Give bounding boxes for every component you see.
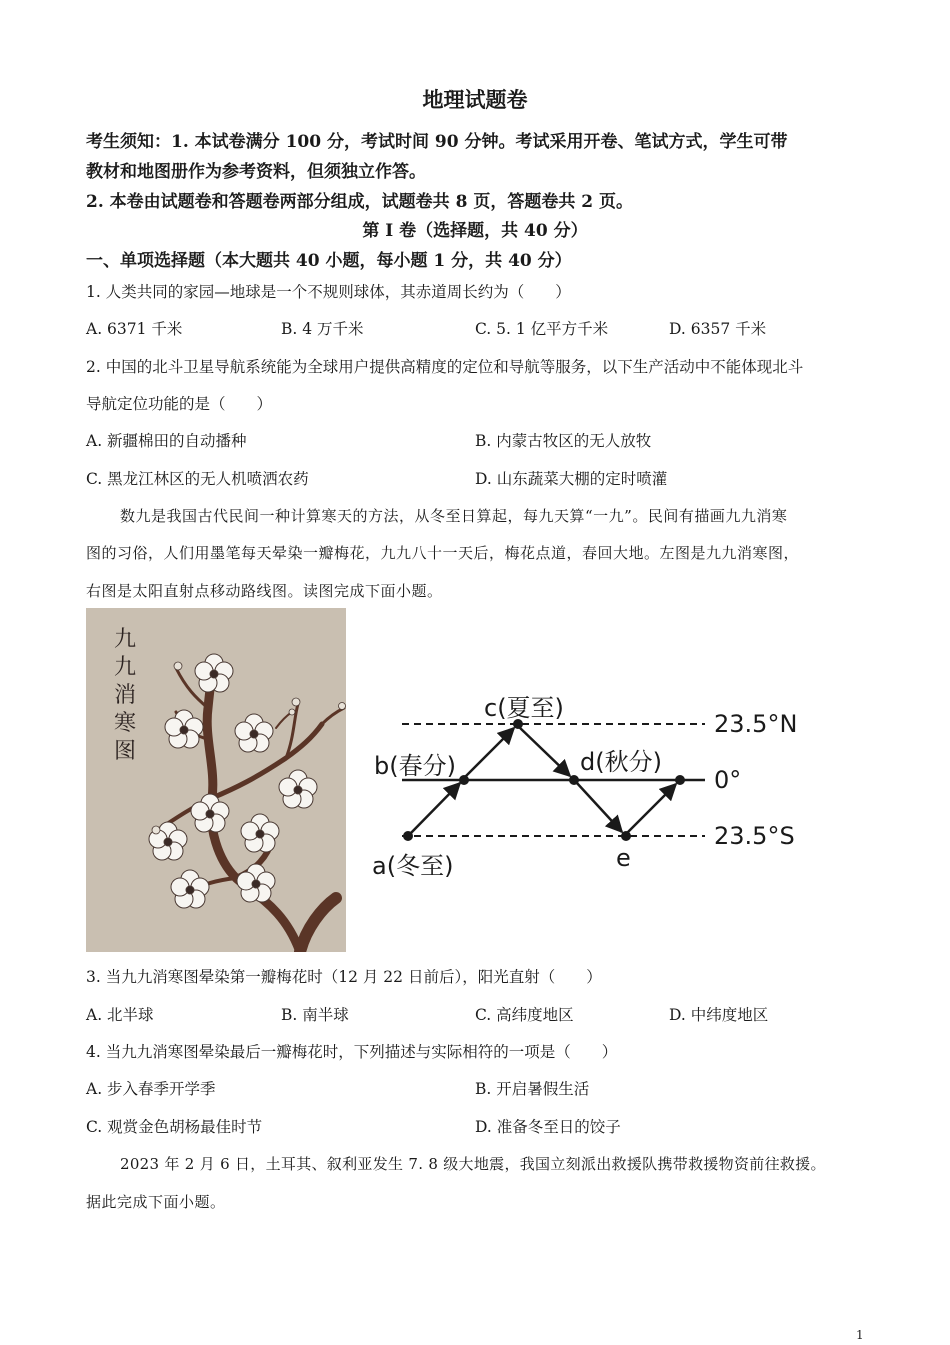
point-a <box>403 831 413 841</box>
nine-nines-plum-painting <box>86 608 346 952</box>
question-1-stem: 1. 人类共同的家园—地球是一个不规则球体，其赤道周长约为（ ） <box>86 283 571 301</box>
point-e <box>621 831 631 841</box>
page-number: 1 <box>856 1328 864 1342</box>
question-4-option-a[interactable]: A. 步入春季开学季 <box>86 1080 216 1098</box>
path-a-to-b <box>408 783 460 836</box>
question-2-stem-line-2: 导航定位功能的是（ ） <box>86 395 273 413</box>
passage-2-line-1: 2023 年 2 月 6 日，土耳其、叙利亚发生 7. 8 级大地震，我国立刻派出救援队携带救援物资前往救援。 <box>120 1155 826 1173</box>
label-b: b(春分) <box>374 752 456 780</box>
question-4-stem: 4. 当九九消寒图晕染最后一瓣梅花时，下列描述与实际相符的一项是（ ） <box>86 1043 618 1061</box>
passage-1-line-1: 数九是我国古代民间一种计算寒天的方法，从冬至日算起，每九天算“一九”。民间有描画九九消寒 <box>120 507 788 525</box>
question-4-option-c[interactable]: C. 观赏金色胡杨最佳时节 <box>86 1118 263 1136</box>
label-a: a(冬至) <box>372 852 454 880</box>
page-title: 地理试题卷 <box>422 87 528 112</box>
path-d-to-e <box>576 782 622 832</box>
plum-branch-illustration <box>86 608 346 952</box>
question-3-option-d[interactable]: D. 中纬度地区 <box>669 1006 769 1024</box>
question-2-option-c[interactable]: C. 黑龙江林区的无人机喷洒农药 <box>86 470 309 488</box>
passage-1-line-2: 图的习俗，人们用墨笔每天晕染一瓣梅花，九九八十一天后，梅花点道，春回大地。左图是九九消寒图， <box>86 544 800 562</box>
question-3-stem: 3. 当九九消寒图晕染第一瓣梅花时（12 月 22 日前后），阳光直射（ ） <box>86 968 602 986</box>
question-3-option-c[interactable]: C. 高纬度地区 <box>475 1006 574 1024</box>
label-equator: 0° <box>714 766 742 794</box>
solar-point-path-diagram <box>360 680 820 890</box>
path-e-to-end <box>626 784 676 834</box>
path-b-to-c <box>464 728 514 778</box>
label-23-5-s: 23.5°S <box>714 822 795 850</box>
label-23-5-n: 23.5°N <box>714 710 798 738</box>
passage-1-line-3: 右图是太阳直射点移动路线图。读图完成下面小题。 <box>86 582 443 600</box>
question-1-option-c[interactable]: C. 5. 1 亿平方千米 <box>475 320 609 338</box>
question-1-option-b[interactable]: B. 4 万千米 <box>281 320 364 338</box>
question-3-option-a[interactable]: A. 北半球 <box>86 1006 154 1024</box>
question-1-option-a[interactable]: A. 6371 千米 <box>86 320 183 338</box>
painting-caption: 九 九 消 寒 图 <box>113 627 136 764</box>
notice-line-1: 考生须知：1. 本试卷满分 100 分，考试时间 90 分钟。考试采用开卷、笔试方式，学生可带 <box>86 132 788 152</box>
path-c-to-d <box>518 726 570 776</box>
label-e: e <box>616 844 631 872</box>
question-2-option-d[interactable]: D. 山东蔬菜大棚的定时喷灌 <box>475 470 668 488</box>
question-3-option-b[interactable]: B. 南半球 <box>281 1006 349 1024</box>
question-2-option-a[interactable]: A. 新疆棉田的自动播种 <box>86 432 247 450</box>
question-4-option-d[interactable]: D. 准备冬至日的饺子 <box>475 1118 621 1136</box>
point-end <box>675 775 685 785</box>
label-d: d(秋分) <box>580 748 662 776</box>
passage-2-line-2: 据此完成下面小题。 <box>86 1193 226 1211</box>
volume-title: 第 I 卷（选择题，共 40 分） <box>362 221 588 241</box>
notice-line-3: 2. 本卷由试题卷和答题卷两部分组成，试题卷共 8 页，答题卷共 2 页。 <box>86 192 633 212</box>
point-d <box>569 775 579 785</box>
question-2-stem-line-1: 2. 中国的北斗卫星导航系统能为全球用户提供高精度的定位和导航等服务，以下生产活动中不能体现北斗 <box>86 358 804 376</box>
point-b <box>459 775 469 785</box>
question-1-option-d[interactable]: D. 6357 千米 <box>669 320 767 338</box>
question-4-option-b[interactable]: B. 开启暑假生活 <box>475 1080 590 1098</box>
question-2-option-b[interactable]: B. 内蒙古牧区的无人放牧 <box>475 432 652 450</box>
notice-line-2: 教材和地图册作为参考资料，但须独立作答。 <box>86 162 426 182</box>
label-c: c(夏至) <box>484 694 564 722</box>
part-title: 一、单项选择题（本大题共 40 小题，每小题 1 分，共 40 分） <box>86 251 572 271</box>
